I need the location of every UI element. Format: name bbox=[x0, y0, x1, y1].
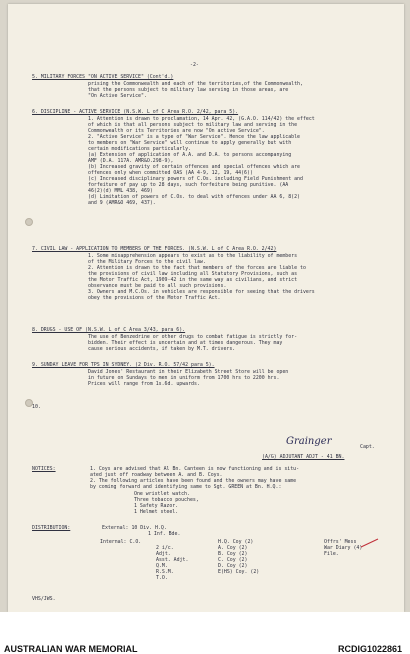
text-line: the provisions of civil law including all Statutory Provisions, such as bbox=[88, 271, 298, 277]
distribution-line: Asst. Adjt. bbox=[156, 557, 189, 563]
text-line: forfeiture of pay up to 28 days, such forfeiture being punitive. (AA bbox=[88, 182, 289, 188]
distribution-line: Adjt. bbox=[156, 551, 171, 557]
text-line: (d) Limitation of powers of C.Os. to deal with offences under AA 6, 8(2) bbox=[88, 194, 300, 200]
found-item: One wristlet watch. bbox=[134, 491, 190, 497]
distribution-line: C. Coy (2) bbox=[218, 557, 248, 563]
notice-line: 2. The following articles have been found and the owners may have same bbox=[90, 478, 297, 484]
text-line: 3. Owners and M.C.Os. in vehicles are responsible for seeing that the drivers bbox=[88, 289, 315, 295]
signature: Grainger bbox=[286, 436, 332, 447]
text-line: 46(2)(d) MML 438, 469) bbox=[88, 188, 153, 194]
section-6-title: 6. DISCIPLINE - ACTIVE SERVICE (N.S.W. L of C Area R.O. 2/42, para 5). bbox=[32, 109, 239, 115]
text-line: Prices will range from 1s.6d. upwards. bbox=[88, 381, 200, 387]
distribution-line: E(HS) Coy. (2) bbox=[218, 569, 260, 575]
text-line: 2. Attention is drawn to the fact that members of the forces are liable to bbox=[88, 265, 306, 271]
text-line: 1. Some misapprehension appears to exist as to the liability of members bbox=[88, 253, 298, 259]
text-line: that the persons subject to military law serving in those areas, are bbox=[88, 87, 289, 93]
text-line: 1. Attention is drawn to proclamation, 14 Apr. 42, (G.A.O. 114/42) the effect bbox=[88, 116, 315, 122]
distribution-line: Q.M. bbox=[156, 563, 168, 569]
distribution-line: T.O. bbox=[156, 575, 168, 581]
notices-label: NOTICES: bbox=[32, 466, 56, 472]
section-10-number: 10. bbox=[32, 404, 41, 410]
distribution-line: Offrs' Mess bbox=[324, 539, 357, 545]
document-page bbox=[8, 4, 404, 612]
reference-code: VHS/JWS. bbox=[32, 596, 56, 602]
distribution-line: R.S.M. bbox=[156, 569, 174, 575]
text-line: in future on Sundays to men in uniform from 1700 hrs to 2200 hrs. bbox=[88, 375, 280, 381]
section-5-title: 5. MILITARY FORCES "ON ACTIVE SERVICE" (Cont'd.) bbox=[32, 74, 174, 80]
text-line: the Motor Traffic Act, 1909-42 in the same way as civilians, and strict bbox=[88, 277, 298, 283]
section-8-title: 8. DRUGS - USE OF (N.S.W. L of C Area 3/43, para 6). bbox=[32, 327, 186, 333]
text-line: (c) Increased disciplinary powers of C.Os. including Field Punishment and bbox=[88, 176, 303, 182]
page-number: -2- bbox=[190, 62, 199, 68]
text-line: to members on "War Service" will continue to apply generally but with bbox=[88, 140, 292, 146]
text-line: certain modifications particularly. bbox=[88, 146, 192, 152]
text-line: offences only when committed OAS (AA 4-9, 12, 19, 44(6)) bbox=[88, 170, 253, 176]
punch-hole bbox=[25, 218, 33, 226]
text-line: obey the provisions of the Motor Traffic Act. bbox=[88, 295, 221, 301]
archive-id: RCDIG1022861 bbox=[337, 644, 402, 654]
text-line: cause serious accidents, if taken by M.T. drivers. bbox=[88, 346, 236, 352]
notice-line: ated just off roadway between A. and B. Coys. bbox=[90, 472, 223, 478]
text-line: "On Active Service". bbox=[88, 93, 147, 99]
text-line: of the Military Forces to the civil law. bbox=[88, 259, 206, 265]
text-line: and 9 (AMR&O 469, 437). bbox=[88, 200, 156, 206]
signatory-rank: Capt. bbox=[360, 444, 375, 450]
distribution-line: 2 i/c. bbox=[156, 545, 174, 551]
distribution-line: D. Coy (2) bbox=[218, 563, 248, 569]
text-line: prising the Commonwealth and each of the territories,of the Commonwealth, bbox=[88, 81, 303, 87]
section-9-title: 9. SUNDAY LEAVE FOR TPS IN SYDNEY. (2 Div. R.O. 57/42 para 5). bbox=[32, 362, 215, 368]
distribution-line: H.Q. Coy (2) bbox=[218, 539, 254, 545]
text-line: The use of Benzedrine or other drugs to combat fatigue is strictly for- bbox=[88, 334, 298, 340]
text-line: (a) Extension of application of A.A. and D.A. to persons accompanying bbox=[88, 152, 292, 158]
signatory-title: (A/G) ADJUTANT ADJT - 41 BN. bbox=[262, 454, 345, 460]
distribution-external: External: 10 Div. H.Q. bbox=[102, 525, 167, 531]
found-item: 1 Helmet steel. bbox=[134, 509, 179, 515]
distribution-line: A. Coy (2) bbox=[218, 545, 248, 551]
distribution-line: File. bbox=[324, 551, 339, 557]
text-line: 2. "Active Service" is a type of "War Service". Hence the law applicable bbox=[88, 134, 300, 140]
text-line: of which is that all persons subject to military law and serving in the bbox=[88, 122, 298, 128]
distribution-internal: Internal: C.O. bbox=[100, 539, 142, 545]
archive-footer bbox=[0, 612, 410, 654]
distribution-line: 1 Inf. Bde. bbox=[148, 531, 181, 537]
text-line: observance must be paid to all such provisions. bbox=[88, 283, 227, 289]
text-line: David Jones' Restaurant in their Elizabeth Street Store will be open bbox=[88, 369, 289, 375]
notice-line: 1. Coys are advised that Al Bn. Canteen is now functioning and is situ- bbox=[90, 466, 300, 472]
distribution-line: War Diary (4) bbox=[324, 545, 363, 551]
archive-name: AUSTRALIAN WAR MEMORIAL bbox=[4, 644, 138, 654]
found-item: Three tobacco pouches, bbox=[134, 497, 199, 503]
red-tick-mark bbox=[360, 537, 380, 549]
found-item: 1 Safety Razor. bbox=[134, 503, 179, 509]
text-line: AMF (D.A. 117A. AMR&O.298-9), bbox=[88, 158, 174, 164]
text-line: Commonwealth or its Territories are now "On active Service". bbox=[88, 128, 265, 134]
section-7-title: 7. CIVIL LAW - APPLICATION TO MEMBERS OF THE FORCES. (N.S.W. L of C Area R.O. 2/42) bbox=[32, 246, 277, 252]
notice-line: by coming forward and identifying same to Sgt. GREEN at Bn. H.Q.: bbox=[90, 484, 282, 490]
distribution-label: DISTRIBUTION: bbox=[32, 525, 71, 531]
distribution-line: B. Coy (2) bbox=[218, 551, 248, 557]
text-line: (b) Increased gravity of certain offences and special offences which are bbox=[88, 164, 300, 170]
text-line: bidden. Their effect is uncertain and at times dangerous. They may bbox=[88, 340, 283, 346]
